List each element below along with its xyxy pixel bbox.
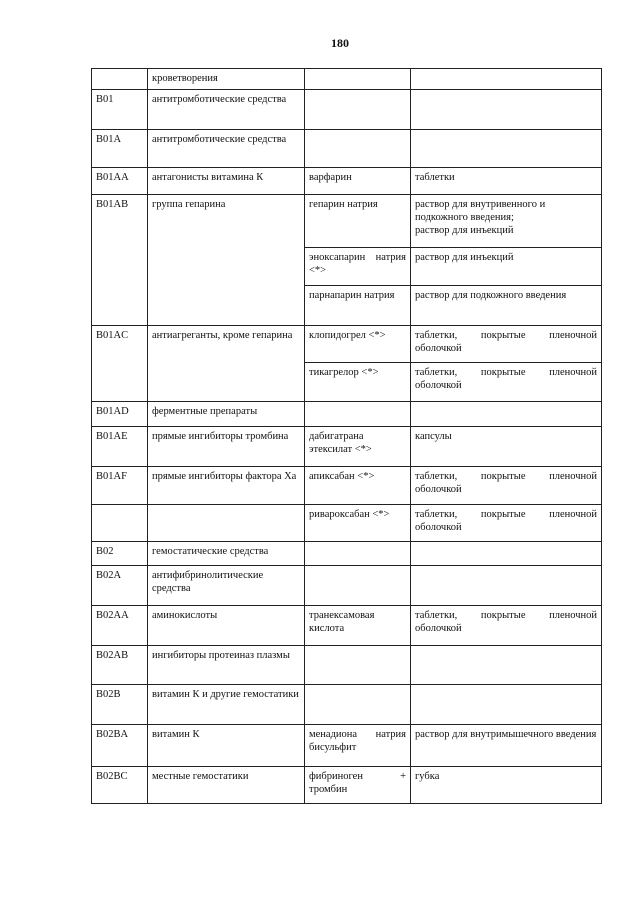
atc-code-cell: B01AB: [92, 195, 148, 326]
drug-cell: фибриноген + тромбин: [305, 767, 411, 804]
form-cell: губка: [411, 767, 602, 804]
drug-cell: ривароксабан <*>: [305, 505, 411, 542]
atc-code-cell: B02AA: [92, 606, 148, 646]
atc-code-cell: B02A: [92, 566, 148, 606]
drug-cell: апиксабан <*>: [305, 467, 411, 505]
group-cell: антитромботические средства: [148, 90, 305, 130]
drug-cell: [305, 566, 411, 606]
drug-cell: менадиона натрия бисульфит: [305, 725, 411, 767]
atc-code-cell: [92, 69, 148, 90]
atc-code-cell: B02BC: [92, 767, 148, 804]
form-cell: [411, 685, 602, 725]
drug-cell: [305, 685, 411, 725]
drug-cell: парнапарин натрия: [305, 286, 411, 326]
group-cell: витамин К: [148, 725, 305, 767]
atc-code-cell: B02B: [92, 685, 148, 725]
atc-code-cell: B01AD: [92, 402, 148, 427]
atc-code-cell: B01AE: [92, 427, 148, 467]
group-cell: кроветворения: [148, 69, 305, 90]
atc-code-cell: B01A: [92, 130, 148, 168]
drug-cell: [305, 130, 411, 168]
group-cell: прямые ингибиторы тромбина: [148, 427, 305, 467]
group-cell: местные гемостатики: [148, 767, 305, 804]
table-row: [92, 606, 602, 646]
group-cell: гемостатические средства: [148, 542, 305, 566]
form-cell: капсулы: [411, 427, 602, 467]
form-cell: таблетки, покрытые пленочной оболочкой: [411, 505, 602, 542]
group-cell: группа гепарина: [148, 195, 305, 326]
atc-code-cell: B02: [92, 542, 148, 566]
atc-code-cell: B01: [92, 90, 148, 130]
form-cell: раствор для внутримышечного введения: [411, 725, 602, 767]
form-cell: таблетки, покрытые пленочной оболочкой: [411, 606, 602, 646]
table-row: [92, 566, 602, 606]
table-row: [92, 505, 602, 542]
drug-cell: [305, 542, 411, 566]
form-cell: [411, 90, 602, 130]
table-row: [92, 168, 602, 195]
table-row: [92, 685, 602, 725]
table-row: [92, 542, 602, 566]
atc-code-cell: B01AF: [92, 467, 148, 505]
group-cell: аминокислоты: [148, 606, 305, 646]
table-row: [92, 326, 602, 363]
atc-code-cell: B01AA: [92, 168, 148, 195]
table-row: [92, 427, 602, 467]
drug-cell: [305, 90, 411, 130]
form-cell: [411, 646, 602, 685]
form-cell: [411, 69, 602, 90]
group-cell: витамин К и другие гемостатики: [148, 685, 305, 725]
group-cell: антитромботические средства: [148, 130, 305, 168]
table-row: [92, 130, 602, 168]
form-cell: [411, 566, 602, 606]
atc-code-cell: B02BA: [92, 725, 148, 767]
drug-table: [91, 68, 602, 804]
group-cell: антагонисты витамина К: [148, 168, 305, 195]
form-cell: [411, 402, 602, 427]
table-row: [92, 646, 602, 685]
form-cell: таблетки, покрытые пленочной оболочкой: [411, 467, 602, 505]
form-cell: раствор для внутривенного и подкожного введения; раствор для инъекций: [411, 195, 602, 248]
form-cell: [411, 130, 602, 168]
group-cell: [148, 505, 305, 542]
drug-cell: варфарин: [305, 168, 411, 195]
group-cell: прямые ингибиторы фактора Ха: [148, 467, 305, 505]
atc-code-cell: B01AC: [92, 326, 148, 402]
form-cell: [411, 542, 602, 566]
atc-code-cell: [92, 505, 148, 542]
drug-cell: эноксапарин натрия <*>: [305, 248, 411, 286]
table-row: [92, 467, 602, 505]
form-cell: таблетки, покрытые пленочной оболочкой: [411, 326, 602, 363]
group-cell: ферментные препараты: [148, 402, 305, 427]
atc-code-cell: B02AB: [92, 646, 148, 685]
drug-cell: [305, 646, 411, 685]
table-row: [92, 725, 602, 767]
group-cell: антиагреганты, кроме гепарина: [148, 326, 305, 402]
page-number: 180: [331, 36, 349, 50]
table-row: [92, 69, 602, 90]
drug-cell: тикагрелор <*>: [305, 363, 411, 402]
form-cell: раствор для подкожного введения: [411, 286, 602, 326]
group-cell: ингибиторы протеиназ плазмы: [148, 646, 305, 685]
table-row: [92, 90, 602, 130]
table-row: [92, 402, 602, 427]
drug-cell: транексамовая кислота: [305, 606, 411, 646]
form-cell: таблетки: [411, 168, 602, 195]
drug-cell: гепарин натрия: [305, 195, 411, 248]
drug-cell: [305, 402, 411, 427]
table-row: [92, 767, 602, 804]
drug-cell: клопидогрел <*>: [305, 326, 411, 363]
form-cell: таблетки, покрытые пленочной оболочкой: [411, 363, 602, 402]
drug-cell: [305, 69, 411, 90]
group-cell: антифибринолитические средства: [148, 566, 305, 606]
table-row: [92, 195, 602, 248]
form-cell: раствор для инъекций: [411, 248, 602, 286]
drug-cell: дабигатрана этексилат <*>: [305, 427, 411, 467]
